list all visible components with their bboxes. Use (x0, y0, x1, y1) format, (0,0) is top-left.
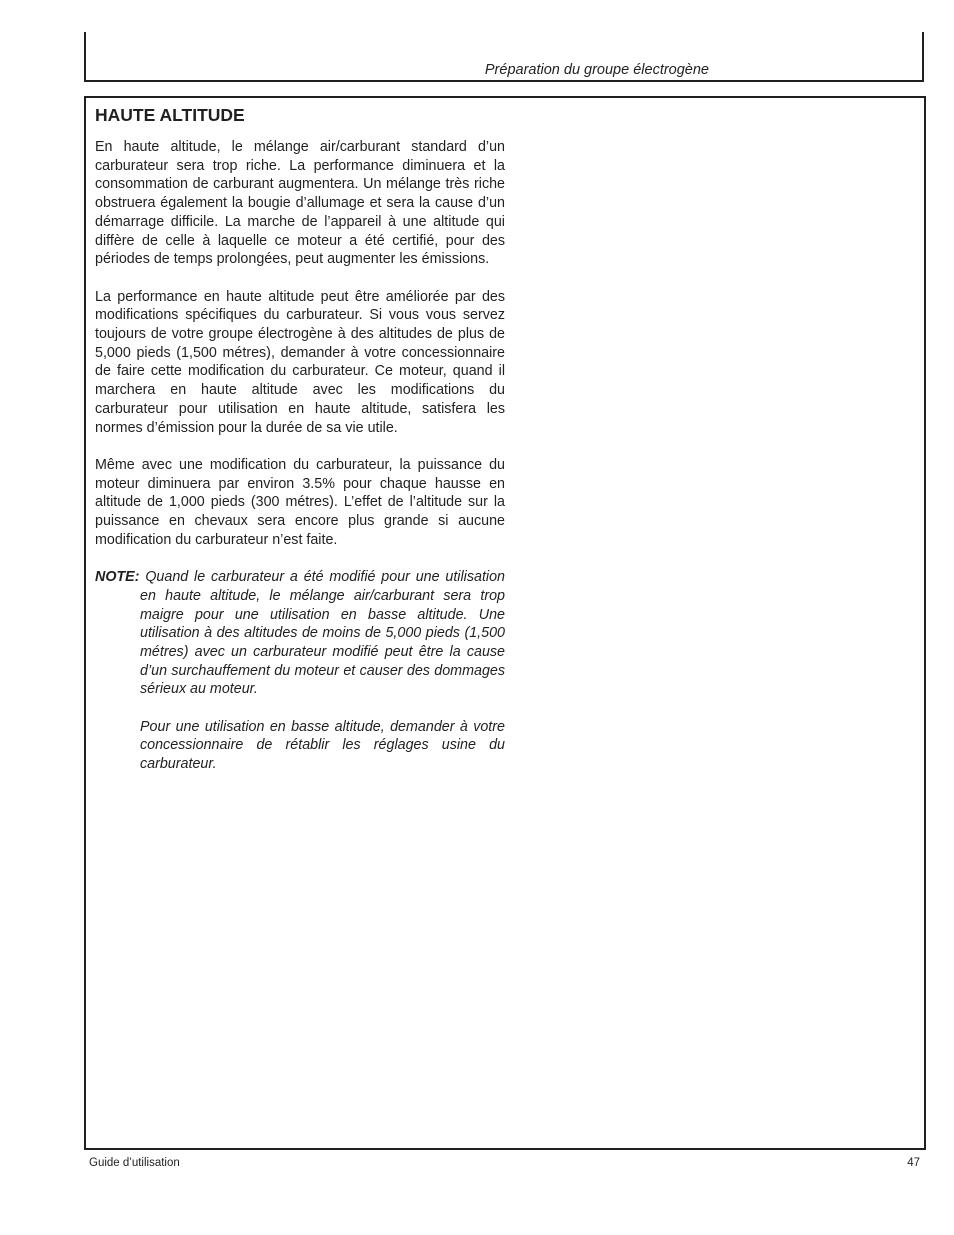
footer-title: Guide d’utilisation (89, 1157, 180, 1169)
running-header: Préparation du groupe électrogène (484, 62, 709, 78)
paragraph-2: La performance en haute altitude peut être améliorée par des modifications spécifiques du carburateur. Si vous vous servez toujours de votre groupe électrogène à des altitudes de plus de 5,000 pieds (1,500 métres), demander à votre concessionnaire de faire cette modification du carburateur. Ce moteur, quand il marchera en haute altitude avec les modifications du carburateur pour utilisation en haute altitude, satisfera les normes d’émission pour la durée de sa vie utile. (95, 288, 505, 436)
note-block (95, 568, 505, 774)
note-text-1: Quand le carburateur a été modifié pour une utilisation en haute altitude, le mélange air/carburant sera trop maigre pour une utilisation en basse altitude. Une utilisation à des altitudes de moins de 5,000 pieds (1,500 métres) avec un carburateur modifié peut être la cause d’un surchauffement du moteur et causer des dommages sérieux au moteur. (140, 569, 505, 698)
note-label: NOTE: (95, 569, 140, 586)
paragraph-1: En haute altitude, le mélange air/carburant standard d’un carburateur sera trop riche. La performance diminuera et la consommation de carburant augmentera. Un mélange très riche obstruera également la bougie d’allumage et sera la cause d’un démarrage difficile. La marche de l’appareil à une altitude qui diffère de celle à laquelle ce moteur a été certifié, pour des périodes de temps prolongées, peut augmenter les émissions. (95, 139, 505, 268)
section-heading: HAUTE ALTITUDE (95, 105, 245, 125)
note-paragraph-1 (95, 568, 505, 699)
paragraph-3: Même avec une modification du carburateur, la puissance du moteur diminuera par environ 3.5% pour chaque hausse en altitude de 1,000 pieds (300 métres). L’effet de l’altitude sur la puissance en chevaux sera encore plus grande si aucune modification du carburateur n’est faite. (95, 456, 505, 548)
page-number: 47 (907, 1157, 920, 1169)
main-column (95, 104, 505, 774)
note-paragraph-2: Pour une utilisation en basse altitude, demander à votre concessionnaire de rétablir les réglages usine du carburateur. (140, 718, 505, 773)
